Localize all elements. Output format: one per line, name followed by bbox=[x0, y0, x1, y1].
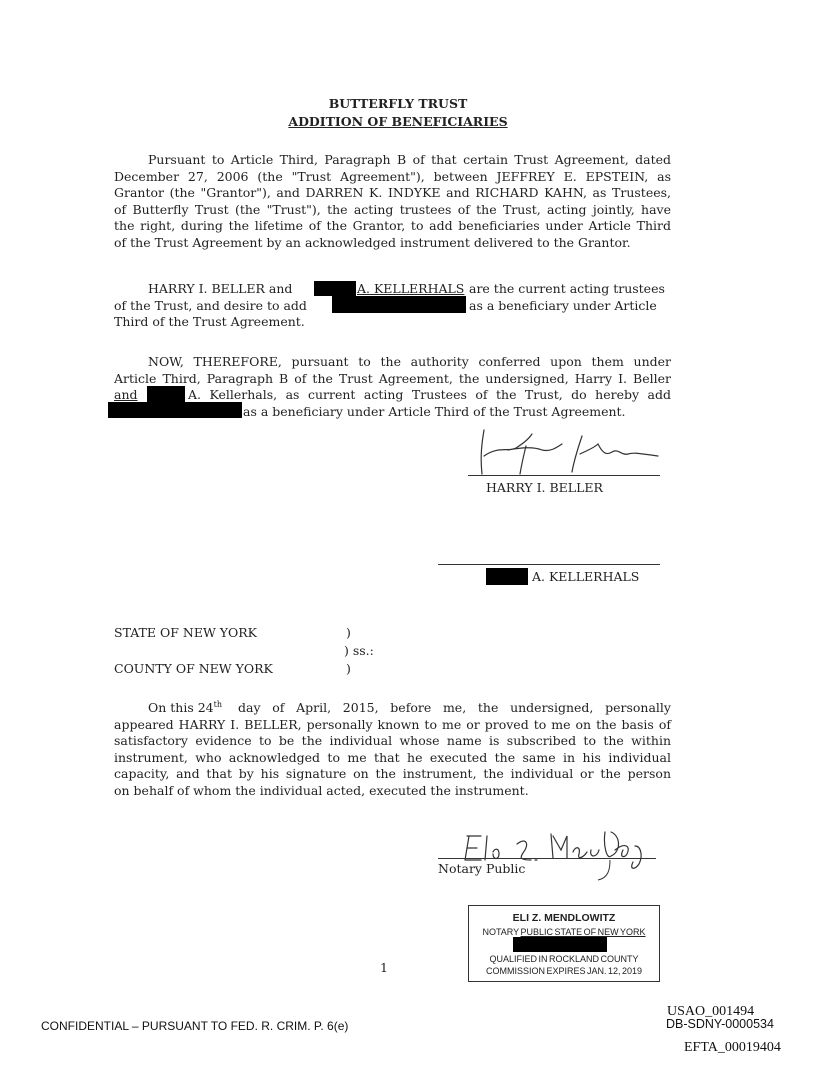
p1-line-4: of Butterfly Trust (the "Trust"), the acting trustees of the Trust, acting jointly, have bbox=[114, 201, 671, 217]
p2-line-3: Third of the Trust Agreement. bbox=[114, 314, 305, 329]
notary-signature-line bbox=[438, 858, 656, 859]
ack-line-5: capacity, and that by his signature on the instrument, the individual or the person bbox=[114, 766, 671, 781]
stamp-line-4: COMMISSION EXPIRES JAN. 12, 2019 bbox=[485, 966, 643, 976]
p3-line-2: Article Third, Paragraph B of the Trust Agreement, the undersigned, Harry I. Beller bbox=[114, 370, 671, 386]
signature-name-2: A. KELLERHALS bbox=[532, 569, 640, 584]
confidential-footer: CONFIDENTIAL – PURSUANT TO FED. R. CRIM. P. 6(e) bbox=[41, 1019, 349, 1033]
ack-line-1-start: On this 24 bbox=[148, 700, 214, 715]
p2-line-1c: are the current acting trustees bbox=[469, 281, 665, 296]
redaction-block bbox=[147, 386, 185, 402]
venue-ss: ) ss.: bbox=[344, 643, 374, 658]
redaction-block bbox=[513, 937, 607, 952]
stamp-name: ELI Z. MENDLOWITZ bbox=[512, 912, 616, 924]
stamp-line-2a: NOTARY bbox=[482, 927, 519, 937]
bracket-mark bbox=[592, 858, 616, 884]
ack-line-6: on behalf of whom the individual acted, executed the instrument. bbox=[114, 782, 529, 798]
efta-number: EFTA_00019404 bbox=[684, 1040, 781, 1055]
ack-line-1-sup: th bbox=[213, 700, 223, 709]
p1-line-3: Grantor (the "Grantor"), and DARREN K. INDYKE and RICHARD KAHN, as Trustees, bbox=[114, 185, 671, 200]
ack-line-1a bbox=[148, 700, 222, 717]
signature-line-2 bbox=[438, 564, 660, 565]
p2-line-1a: HARRY I. BELLER and bbox=[148, 281, 293, 296]
signature-line-1 bbox=[468, 475, 660, 476]
handwritten-signature-beller bbox=[462, 422, 672, 482]
p2-line-1b: A. KELLERHALS bbox=[357, 281, 465, 296]
p1-line-2: December 27, 2006 (the "Trust Agreement"), between JEFFREY E. EPSTEIN, as bbox=[114, 168, 671, 184]
notary-stamp bbox=[468, 905, 660, 982]
stamp-line-2 bbox=[469, 927, 659, 937]
ack-line-3: satisfactory evidence to be the individual whose name is subscribed to the within bbox=[114, 733, 671, 748]
venue-county: COUNTY OF NEW YORK bbox=[114, 661, 273, 676]
page-number: 1 bbox=[380, 960, 388, 975]
bates-usao: USAO_001494 bbox=[667, 1004, 755, 1019]
notary-label: Notary Public bbox=[438, 861, 526, 876]
redaction-block bbox=[486, 568, 528, 585]
venue-state: STATE OF NEW YORK bbox=[114, 625, 258, 640]
redaction-block bbox=[108, 402, 242, 418]
stamp-line-2b: PUBLIC STATE OF NEW YORK bbox=[520, 927, 646, 937]
p3-line-3b: A. Kellerhals, as current acting Trustees of the Trust, do hereby add bbox=[188, 387, 671, 402]
p1-line-6: of the Trust Agreement by an acknowledged instrument delivered to the Grantor. bbox=[114, 234, 631, 250]
p1-line-1: Pursuant to Article Third, Paragraph B of that certain Trust Agreement, dated bbox=[148, 152, 671, 167]
p2-line-2a: of the Trust, and desire to add bbox=[114, 297, 307, 313]
stamp-line-3: QUALIFIED IN ROCKLAND COUNTY bbox=[489, 954, 639, 964]
p3-line-1: NOW, THEREFORE, pursuant to the authority conferred upon them under bbox=[148, 354, 671, 369]
signature-name-1: HARRY I. BELLER bbox=[486, 480, 603, 495]
venue-paren-1: ) bbox=[346, 625, 351, 640]
bates-sdny: DB-SDNY-0000534 bbox=[666, 1017, 774, 1031]
ack-line-2: appeared HARRY I. BELLER, personally known to me or proved to me on the basis of bbox=[114, 716, 671, 732]
document-title: BUTTERFLY TRUST bbox=[328, 96, 468, 111]
document-subtitle: ADDITION OF BENEFICIARIES bbox=[288, 114, 508, 129]
venue-paren-2: ) bbox=[346, 661, 351, 676]
p3-line-3a: and bbox=[114, 387, 138, 402]
redaction-block bbox=[314, 281, 356, 296]
p1-line-5: the right, during the lifetime of the Grantor, to add beneficiaries under Article Third bbox=[114, 218, 671, 233]
p3-line-4: as a beneficiary under Article Third of the Trust Agreement. bbox=[243, 403, 626, 419]
p2-line-2b: as a beneficiary under Article bbox=[469, 297, 657, 313]
redaction-block bbox=[332, 296, 466, 313]
ack-line-1b: day of April, 2015, before me, the undersigned, personally bbox=[238, 700, 671, 715]
ack-line-4: instrument, who acknowledged to me that he executed the same in his individual bbox=[114, 749, 671, 765]
